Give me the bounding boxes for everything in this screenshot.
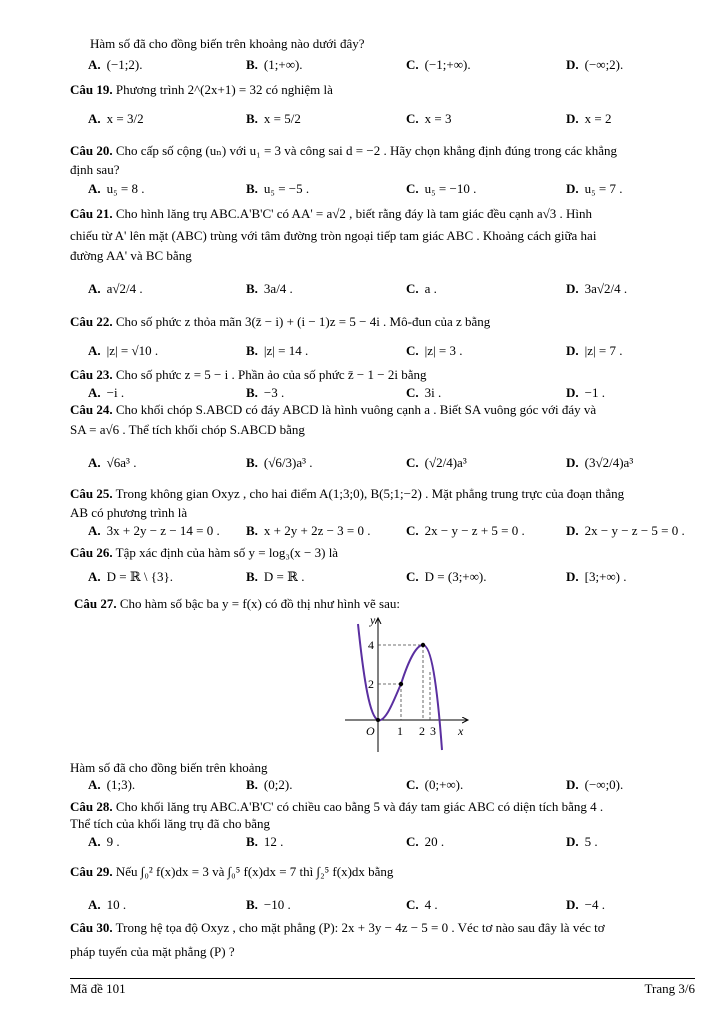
option-d: D. x = 2 (566, 111, 612, 126)
option-b: B. −3 . (246, 385, 285, 400)
question-28: Câu 28. Cho khối lăng trụ ABC.A'B'C' có chiều cao bằng 5 và đáy tam giác ABC có diện tích bằng 4 . (70, 799, 604, 814)
point-inflection (399, 682, 403, 686)
x-tick-2: 2 (419, 724, 425, 738)
y-tick-4: 4 (368, 638, 374, 652)
question-24-cont: SA = a√6 . Thể tích khối chóp S.ABCD bằng (70, 422, 305, 437)
q26-options (88, 568, 708, 586)
question-21: Câu 21. Cho hình lăng trụ ABC.A'B'C' có AA' = a√2 , biết rằng đáy là tam giác đều cạnh a√3 . Hình (70, 206, 593, 221)
question-30-cont: pháp tuyến của mặt phẳng (P) ? (70, 944, 235, 959)
question-25: Câu 25. Trong không gian Oxyz , cho hai điểm A(1;3;0), B(5;1;−2) . Mặt phẳng trung trực của đoạn thẳng (70, 486, 625, 501)
option-d: D. (−∞;0). (566, 777, 624, 792)
q23-options (88, 384, 708, 402)
option-c: C. |z| = 3 . (406, 343, 463, 358)
option-b: B. 3a/4 . (246, 281, 293, 296)
option-b: B. x + 2y + 2z − 3 = 0 . (246, 523, 371, 538)
question-25-cont: AB có phương trình là (70, 505, 188, 520)
point-max (421, 643, 425, 647)
option-a: A. √6a³ . (88, 455, 137, 470)
option-c: C. 4 . (406, 897, 438, 912)
cubic-function-graph (340, 612, 480, 756)
option-d: D. |z| = 7 . (566, 343, 623, 358)
option-d: D. [3;+∞) . (566, 569, 627, 584)
option-a: A. −i . (88, 385, 125, 400)
q29-options (88, 896, 708, 914)
guide-lines (378, 645, 430, 720)
question-19: Câu 19. Phương trình 2^(2x+1) = 32 có nghiệm là (70, 82, 333, 97)
option-c: C. (0;+∞). (406, 777, 464, 792)
option-d: D. 3a√2/4 . (566, 281, 628, 296)
q27-options (88, 776, 708, 794)
option-d: D. 5 . (566, 834, 598, 849)
q20-options (88, 180, 708, 198)
question-20-cont: định sau? (70, 162, 120, 177)
q19-options (88, 110, 708, 128)
question-28-cont: Thể tích của khối lăng trụ đã cho bằng (70, 816, 270, 831)
q22-options (88, 342, 708, 360)
point-origin (376, 718, 380, 722)
option-c: C. a . (406, 281, 437, 296)
question-27-ask: Hàm số đã cho đồng biến trên khoảng (70, 760, 268, 775)
question-text: Hàm số đã cho đồng biến trên khoảng nào dưới đây? (90, 36, 365, 51)
option-a: A. D = ℝ \ {3}. (88, 569, 174, 584)
option-a: A. x = 3/2 (88, 111, 144, 126)
q25-options (88, 522, 708, 540)
q28-options (88, 833, 708, 851)
q21-options (88, 280, 708, 298)
option-b: B. (√6/3)a³ . (246, 455, 313, 470)
origin-label: O (366, 724, 375, 738)
option-b: B. D = ℝ . (246, 569, 305, 584)
option-a: A. a√2/4 . (88, 281, 143, 296)
q18-options (88, 56, 708, 74)
option-d: D. −1 . (566, 385, 605, 400)
option-c: C. D = (3;+∞). (406, 569, 487, 584)
option-d: D. (−∞;2). (566, 57, 624, 72)
option-a: A. |z| = √10 . (88, 343, 159, 358)
x-tick-3: 3 (430, 724, 436, 738)
option-d: D. 2x − y − z − 5 = 0 . (566, 523, 685, 538)
option-c: C. (√2/4)a³ (406, 455, 467, 470)
option-c: C. x = 3 (406, 111, 452, 126)
option-a: A. u₅ = 8 . (88, 181, 145, 196)
question-30: Câu 30. Trong hệ tọa độ Oxyz , cho mặt phẳng (P): 2x + 3y − 4z − 5 = 0 . Véc tơ nào sau đây là véc tơ (70, 920, 605, 935)
y-axis-label: y (370, 613, 376, 627)
option-a: A. 10 . (88, 897, 127, 912)
option-d: D. −4 . (566, 897, 605, 912)
option-c: C. (−1;+∞). (406, 57, 471, 72)
question-23: Câu 23. Cho số phức z = 5 − i . Phần ảo của số phức z̄ − 1 − 2i bằng (70, 367, 427, 382)
option-c: C. 20 . (406, 834, 445, 849)
page-footer (70, 978, 695, 997)
x-tick-1: 1 (397, 724, 403, 738)
option-a: A. (−1;2). (88, 57, 143, 72)
exam-code: Mã đề 101 (70, 981, 126, 996)
option-b: B. −10 . (246, 897, 291, 912)
option-c: C. 3i . (406, 385, 442, 400)
option-a: A. 3x + 2y − z − 14 = 0 . (88, 523, 220, 538)
option-b: B. x = 5/2 (246, 111, 301, 126)
page-number: Trang 3/6 (644, 981, 695, 996)
option-b: B. |z| = 14 . (246, 343, 309, 358)
question-21-cont2: đường AA' và BC bằng (70, 248, 192, 263)
y-tick-2: 2 (368, 677, 374, 691)
question-21-cont: chiếu từ A' lên mặt (ABC) trùng với tâm đường tròn ngoại tiếp tam giác ABC . Khoảng cách giữa hai (70, 228, 597, 243)
question-27: Câu 27. Cho hàm số bậc ba y = f(x) có đồ thị như hình vẽ sau: (74, 596, 400, 611)
q24-options (88, 454, 708, 472)
x-axis-label: x (458, 724, 464, 738)
option-b: B. 12 . (246, 834, 284, 849)
option-a: A. 9 . (88, 834, 120, 849)
question-26: Câu 26. Tập xác định của hàm số y = log₃(x − 3) là (70, 545, 339, 560)
option-b: B. (1;+∞). (246, 57, 303, 72)
question-22: Câu 22. Cho số phức z thỏa mãn 3(z̄ − i) + (i − 1)z = 5 − 4i . Mô-đun của z bằng (70, 314, 491, 329)
option-d: D. u₅ = 7 . (566, 181, 623, 196)
question-24: Câu 24. Cho khối chóp S.ABCD có đáy ABCD là hình vuông cạnh a . Biết SA vuông góc với đáy và (70, 402, 597, 417)
option-c: C. 2x − y − z + 5 = 0 . (406, 523, 525, 538)
question-29: Câu 29. Nếu ∫₀² f(x)dx = 3 và ∫₀⁵ f(x)dx = 7 thì ∫₂⁵ f(x)dx bằng (70, 864, 394, 879)
option-c: C. u₅ = −10 . (406, 181, 477, 196)
option-a: A. (1;3). (88, 777, 136, 792)
question-20: Câu 20. Cho cấp số cộng (uₙ) với u₁ = 3 và công sai d = −2 . Hãy chọn khẳng định đúng trong các khẳng (70, 143, 618, 158)
option-b: B. u₅ = −5 . (246, 181, 310, 196)
option-d: D. (3√2/4)a³ (566, 455, 634, 470)
option-b: B. (0;2). (246, 777, 293, 792)
